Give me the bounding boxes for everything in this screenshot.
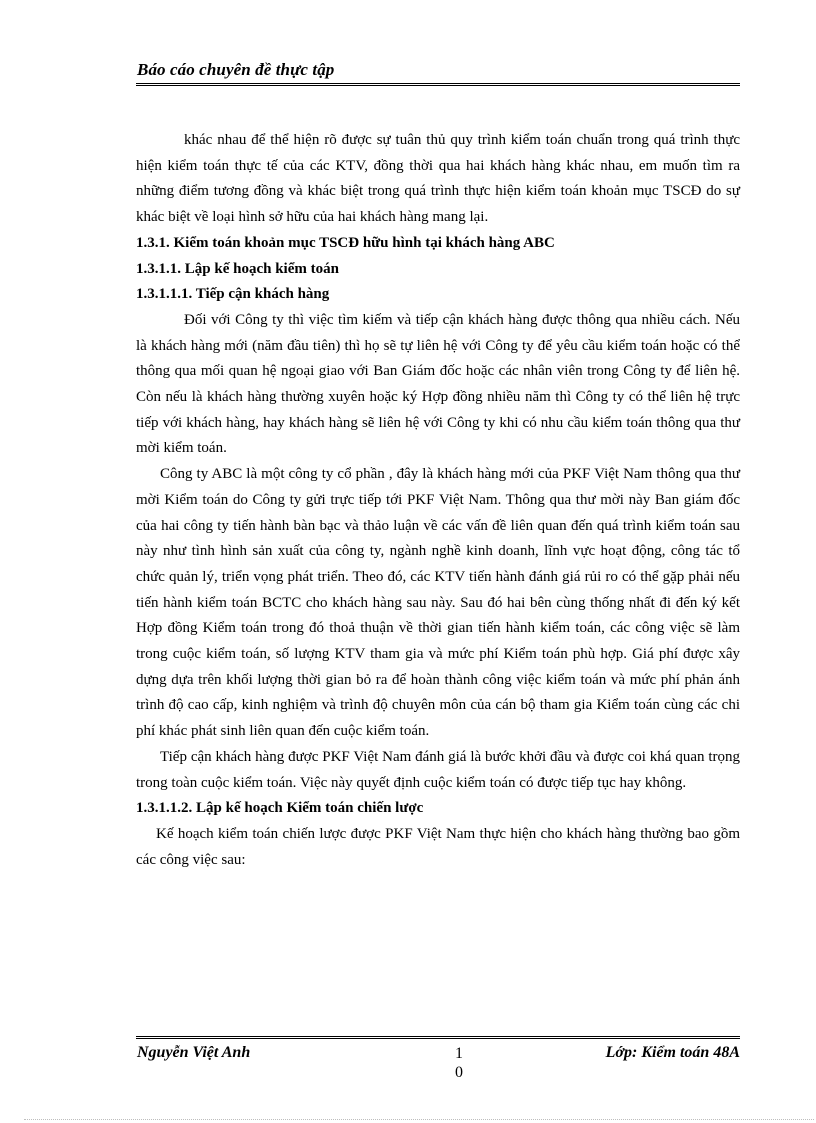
heading-1-3-1-1-1: 1.3.1.1.1. Tiếp cận khách hàng: [136, 286, 330, 303]
paragraph-client-approach: Đối với Công ty thì việc tìm kiếm và tiếp cận khách hàng được thông qua nhiều cách. Nếu là khách hàng mới (năm đầu tiên) thì họ sẽ tự liên hệ với Công ty để yêu cầu kiểm toán hoặc có thể thông qua mối quan hệ ngoại giao với Ban Giám đốc hoặc các nhân viên trong Công ty để liên hệ. Còn nếu là khách hàng thường xuyên hoặc ký Hợp đồng nhiều năm thì Công ty có thể liên hệ trực tiếp với khách hàng, hay khách hàng sẽ liên hệ với Công ty khi có nhu cầu kiểm toán thông qua thư mời kiểm toán.: [136, 311, 740, 457]
paragraph-strategic-plan: Kế hoạch kiểm toán chiến lược được PKF Việt Nam thực hiện cho khách hàng thường bao gồm các công việc sau:: [136, 825, 740, 868]
paragraph-abc-company: Công ty ABC là một công ty cổ phần , đây là khách hàng mới của PKF Việt Nam thông qua thư mời Kiểm toán do Công ty gửi trực tiếp tới PKF Việt Nam. Thông qua thư mời này Ban giám đốc của hai công ty tiến hành bàn bạc và thảo luận về các vấn đề liên quan đến quá trình kiểm toán sau này như tình hình sản xuất của công ty, ngành nghề kinh doanh, lĩnh vực hoạt động, công tác tổ chức quản lý, triển vọng phát triển. Theo đó, các KTV tiến hành đánh giá rủi ro có thể gặp phải nếu tiến hành kiểm toán BCTC cho khách hàng sau này. Sau đó hai bên cùng thống nhất đi đến ký kết Hợp đồng Kiểm toán trong đó thoả thuận về thời gian tiến hành kiểm toán, các công việc sẽ làm trong cuộc kiểm toán, số lượng KTV tham gia và mức phí Kiểm toán phù hợp. Giá phí được xây dựng dựa trên khối lượng thời gian bỏ ra để hoàn thành công việc kiểm toán và mức phí phản ánh trình độ cao cấp, kinh nghiệm và trình độ chuyên môn của cán bộ tham gia Kiểm toán cùng các chi phí khác phát sinh liên quan đến cuộc kiểm toán.: [136, 466, 740, 740]
heading-1-3-1-1-2: 1.3.1.1.2. Lập kế hoạch Kiểm toán chiến lược: [136, 800, 424, 817]
page-number: 10: [455, 1045, 463, 1081]
heading-1-3-1: 1.3.1. Kiểm toán khoản mục TSCĐ hữu hình tại khách hàng ABC: [136, 234, 555, 251]
intro-paragraph: khác nhau để thể hiện rõ được sự tuân thủ quy trình kiểm toán chuẩn trong quá trình thực hiện kiểm toán thực tế của các KTV, đồng thời qua hai khách hàng khác nhau, em muốn tìm ra những điểm tương đồng và khác biệt trong quá trình thực hiện kiểm toán khoản mục TSCĐ do sự khác biệt về loại hình sở hữu của hai khách hàng mang lại.: [136, 132, 740, 226]
footer-class: Lớp: Kiểm toán 48A: [605, 1044, 740, 1061]
paragraph-approach-importance: Tiếp cận khách hàng được PKF Việt Nam đánh giá là bước khởi đầu và được coi khá quan trọng trong toàn cuộc kiểm toán. Việc này quyết định cuộc kiểm toán có được tiếp tục hay không.: [136, 748, 740, 791]
page-bottom-edge: [24, 1119, 814, 1120]
footer-divider: [136, 1036, 740, 1039]
header-title: Báo cáo chuyên đề thực tập: [137, 60, 335, 79]
footer-author: Nguyễn Việt Anh: [137, 1044, 251, 1061]
header-divider: [136, 83, 740, 86]
document-body: [136, 128, 740, 873]
heading-1-3-1-1: 1.3.1.1. Lập kế hoạch kiểm toán: [136, 260, 339, 277]
